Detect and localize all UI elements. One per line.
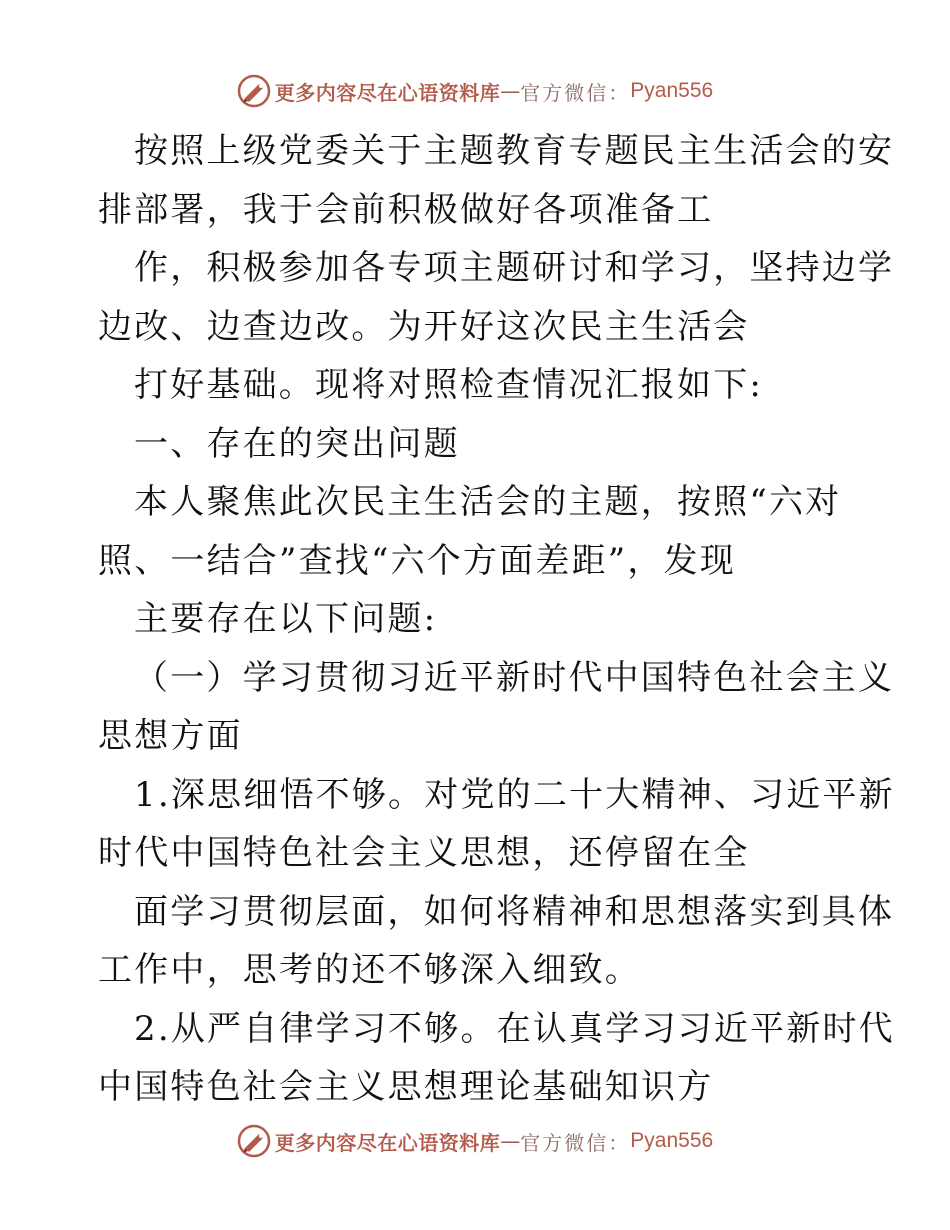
text-line: 1.深思细悟不够。对党的二十大精神、习近平新 (134, 774, 895, 815)
pen-logo-icon (237, 1124, 271, 1158)
document-body (98, 122, 895, 1117)
watermark-label: 官方微信： (520, 80, 631, 105)
text-line: 照、一结合”查找“六个方面差距”，发现 (98, 540, 736, 581)
watermark-separator: — (500, 1129, 521, 1153)
text-line: 2.从严自律学习不够。在认真学习习近平新时代 (134, 1008, 895, 1049)
text-line: 打好基础。现将对照检查情况汇报如下: (134, 365, 764, 405)
watermark-header (0, 71, 950, 111)
watermark-brand: 更多内容尽在心语资料库 (274, 1130, 501, 1155)
subsection-heading: （一）学习贯彻习近平新时代中国特色社会主义 (134, 657, 895, 698)
text-line: 工作中，思考的还不够深入细致。 (98, 950, 641, 990)
watermark-id: Pyan556 (630, 1129, 714, 1152)
text-line: 时代中国特色社会主义思想，还停留在全 (98, 833, 750, 873)
watermark-label: 官方微信： (520, 1130, 631, 1155)
watermark-id: Pyan556 (630, 79, 714, 102)
text-line: 按照上级党委关于主题教育专题民主生活会的安 (134, 131, 895, 171)
text-line: 作，积极参加各专项主题研讨和学习，坚持边学 (134, 248, 895, 288)
text-line: 本人聚焦此次民主生活会的主题，按照“六对 (134, 482, 842, 522)
watermark-footer (0, 1121, 950, 1161)
text-line: 排部署，我于会前积极做好各项准备工 (98, 189, 714, 230)
text-line: 主要存在以下问题: (134, 599, 438, 639)
subsection-heading: 思想方面 (98, 716, 243, 756)
text-line: 边改、边查边改。为开好这次民主生活会 (98, 306, 750, 347)
text-line: 中国特色社会主义思想理论基础知识方 (98, 1067, 714, 1107)
section-heading: 一、存在的突出问题 (134, 423, 460, 464)
watermark-brand: 更多内容尽在心语资料库 (274, 80, 501, 105)
pen-logo-icon (237, 74, 271, 108)
text-line: 面学习贯彻层面，如何将精神和思想落实到具体 (134, 891, 895, 932)
watermark-separator: — (500, 79, 521, 103)
